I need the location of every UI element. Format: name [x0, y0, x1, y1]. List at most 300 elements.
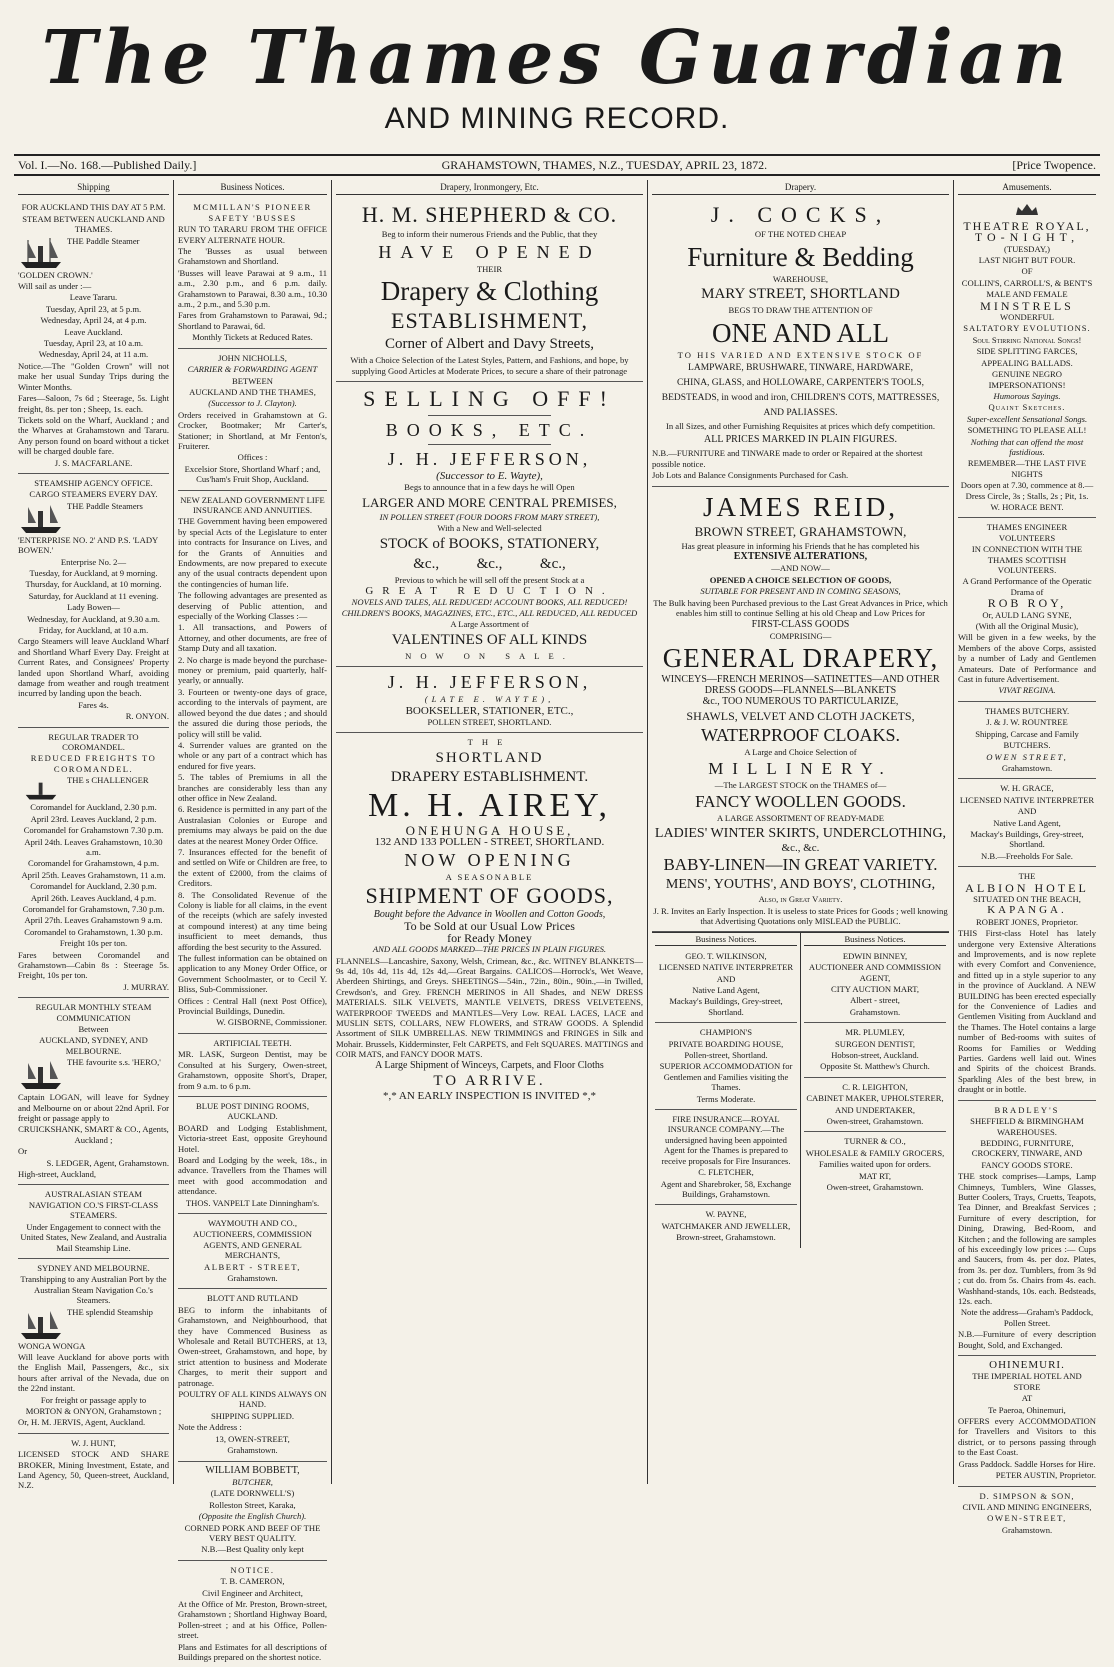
ad-line: THE IMPERIAL HOTEL AND STORE	[972, 1371, 1082, 1392]
ad-shepherd	[336, 198, 643, 382]
ad-line: Doors open at 7.30, commence at 8.—Dress Circle, 3s ; Stalls, 2s ; Pit, 1s.	[960, 480, 1094, 501]
ad-line: AND ALL GOODS MARKED—THE PRICES IN PLAIN FIGURES.	[372, 944, 607, 955]
ad-heading: J. H. JEFFERSON,	[387, 449, 592, 470]
ad-wilkinson	[655, 947, 797, 1023]
ad-heading: THEATRE ROYAL,	[963, 218, 1091, 233]
ad-line: Tuesday, April 23, at 5 p.m.	[45, 303, 142, 314]
ad-heading: REGULAR TRADER TO COROMANDEL.	[48, 731, 139, 753]
ad-heading: J. & J. W. ROUNTREE	[986, 717, 1068, 728]
ad-line: WAREHOUSE,	[772, 273, 829, 284]
ad-line: In all Sizes, and other Furnishing Requisites at prices which defy competition.	[666, 421, 935, 432]
ad-line: A SEASONABLE	[445, 871, 534, 882]
steamship-icon	[18, 1057, 64, 1091]
ad-line: Grass Paddock. Saddle Horses for Hire.	[958, 1458, 1096, 1469]
ad-line: Or, AULD LANG SYNE,	[982, 609, 1072, 620]
ad-steamship-agency	[18, 474, 169, 728]
business-notices-left	[652, 933, 801, 1247]
ad-line: IN POLLEN STREET (FOUR DOORS FROM MARY STREET),	[379, 511, 600, 522]
ad-heading: for Ready Money	[447, 930, 532, 945]
ad-heading: MILLINERY.	[708, 758, 893, 778]
masthead	[14, 8, 1100, 148]
ad-heading: WILLIAM BOBBETT,	[205, 1464, 300, 1476]
ad-ohinemuri	[958, 1356, 1096, 1486]
ad-line: Or, H. M. JERVIS, Agent, Auckland.	[18, 1417, 146, 1428]
ad-heading: THAMES ENGINEER VOLUNTEERS	[986, 522, 1068, 543]
ad-line: Grahamstown.	[227, 1445, 278, 1456]
column-heading: Business Notices.	[655, 934, 797, 945]
ad-heading: ONEHUNGA HOUSE,	[405, 822, 574, 838]
issue-date: GRAHAMSTOWN, THAMES, N.Z., TUESDAY, APRIL 23, 1872.	[441, 157, 768, 172]
ad-body: BEG to inform the inhabitants of Grahamstown, and Neighbourhood, that they have Commenced Business as Wholesale and Retail BUTCHERS, at 13, Owen-street, Grahamstown, and hope, by strict attention to business and Moderate Charges, to merit their support and patronage.	[178, 1304, 327, 1388]
ad-line: Enterprise No. 2—	[60, 556, 127, 567]
ad-line: Super-excellent Sensational Songs.	[966, 413, 1088, 424]
ad-line: CABINET MAKER, UPHOLSTERER,	[806, 1093, 944, 1104]
ad-line: A Large Shipment of Winceys, Carpets, and Floor Cloths	[375, 1059, 604, 1071]
ad-heading: ROB ROY,	[987, 596, 1067, 611]
business-notices-right	[801, 933, 949, 1247]
ad-golden-crown	[18, 198, 169, 474]
ad-line: LAST NIGHT BUT FOUR.	[978, 255, 1076, 266]
ad-heading: BROWN STREET, GRAHAMSTOWN,	[694, 523, 907, 539]
ad-engineer-volunteers	[958, 518, 1096, 702]
ad-line: COMPRISING—	[769, 630, 832, 641]
ad-line: MR. PLUMLEY,	[845, 1027, 905, 1038]
ad-heading: KAPANGA.	[987, 904, 1067, 917]
ad-heading: OHINEMURI.	[989, 1359, 1065, 1372]
ad-line: Quaint Sketches.	[988, 402, 1066, 413]
ad-line: Or	[18, 1146, 28, 1157]
ad-heading: STEAMSHIP AGENCY OFFICE.	[34, 477, 153, 488]
ad-line: Coromandel for Auckland, 2.30 p.m.	[30, 881, 157, 892]
ad-line: ROBERT JONES, Proprietor.	[976, 916, 1078, 927]
ad-line: NOW ON SALE.	[405, 650, 574, 661]
ad-line: (LATE DORNWELL'S)	[210, 1488, 295, 1499]
ad-body: NOVELS AND TALES, ALL REDUCED! ACCOUNT BOOKS, ALL REDUCED! CHILDREN'S BOOKS, MAGAZINES, ETC., ETC., ALL REDUCED, ALL REDUCED	[341, 597, 638, 618]
ad-line: RUN TO TARARU FROM THE OFFICE EVERY ALTERNATE HOUR.	[178, 224, 327, 245]
ad-line: MAT RT,	[858, 1170, 892, 1181]
ad-heading: J. H. JEFFERSON,	[387, 672, 592, 693]
ad-line: 4. Surrender values are granted on the whole or any part of a contract which has endured for five years.	[178, 739, 327, 771]
ad-body: MR. LASK, Surgeon Dentist, may be Consulted at his Surgery, Owen-street, Grahamstown, opposite Short's, Draper, from 9 a.m. to 6 p.m.	[178, 1049, 327, 1091]
ad-cameron	[178, 1561, 327, 1667]
ad-albion-hotel	[958, 867, 1096, 1101]
ad-heading: VALENTINES OF ALL KINDS	[391, 631, 588, 648]
ad-heading: ALL PRICES MARKED IN PLAIN FIGURES.	[704, 434, 897, 446]
ad-body: THE stock comprises—Lamps, Lamp Chimneys, Tumblers, Wine Glasses, Butter Coolers, Trays, Cruetts, Teapots, Tea Dinner, and Breakfast Services ; Furniture of every description, for Dining, Drawing, Bed-Room, and Kitchen ; and the following are samples of his exceedingly low prices :— Cups and Saucers, from 4s. per doz. Plates, from 3s. per doz. Tumblers, from 3s 9d ; cut do. from 5s. Chairs from 4s. each. Washhand-stands, 10s. each. Bedsteads, 12s. each.	[958, 1171, 1096, 1306]
ad-heading: ARTIFICIAL TEETH.	[213, 1037, 292, 1048]
ad-line: REMEMBER—THE LAST FIVE NIGHTS	[967, 458, 1087, 479]
ad-line: Also, in Great Variety.	[758, 894, 843, 905]
ad-heading: NEW ZEALAND GOVERNMENT LIFE INSURANCE AND ANNUITIES.	[180, 494, 325, 515]
ad-heading: W. J. HUNT,	[71, 1437, 116, 1448]
ad-line: April 24th. Leaves Grahamstown, 10.30 a.m.	[24, 836, 163, 857]
ad-line: Fares 4s.	[78, 699, 109, 710]
ship-name: THE Paddle Steamer 'GOLDEN CROWN.'	[18, 235, 140, 280]
ad-heading: OPENED A CHOICE SELECTION OF GOODS,	[709, 574, 892, 585]
ad-line: &c., TOO NUMEROUS TO PARTICULARIZE,	[702, 696, 899, 708]
ad-heading: THAMES BUTCHERY.	[984, 705, 1070, 716]
ad-body: OFFERS every ACCOMMODATION for Travellers and Visitors to this district, or to persons passing through to the East Coast.	[958, 1416, 1096, 1458]
ad-line: CORNED PORK AND BEEF OF THE VERY BEST QUALITY.	[184, 1522, 321, 1543]
ad-line: Grahamstown.	[227, 1273, 278, 1283]
ad-heading: MARY STREET, SHORTLAND	[701, 286, 900, 303]
ad-heading: STOCK of BOOKS, STATIONERY,	[379, 535, 600, 552]
ad-heading: CARGO STEAMERS EVERY DAY.	[29, 489, 158, 500]
ad-line: Fares from Grahamstown to Parawai, 9d.; Shortland to Parawai, 6d.	[178, 310, 327, 331]
ad-mcmillan	[178, 198, 327, 348]
ad-signature: J. S. MACFARLANE.	[54, 457, 133, 468]
column-heading: Drapery.	[652, 180, 949, 195]
ad-line: A Large and Choice Selection of	[744, 746, 857, 757]
ad-thames-butchery	[958, 702, 1096, 779]
ad-line: Note the Address :	[178, 1422, 242, 1433]
ad-line: Owen-street, Grahamstown.	[826, 1116, 924, 1127]
ad-line: Native Land Agent,	[692, 985, 760, 995]
ad-line: Coromandel to Grahamstown, 1.30 p.m.	[24, 926, 163, 937]
ad-heading: BABY-LINEN—IN GREAT VARIETY.	[663, 855, 938, 875]
ad-line: A Grand Performance of the Operatic Drama of	[962, 576, 1092, 597]
divider	[428, 415, 551, 416]
ad-line: Beg to inform their numerous Friends and the Public, that they	[381, 229, 598, 240]
ad-line: S. LEDGER, Agent, Grahamstown.	[46, 1157, 169, 1168]
ad-heading: DRAPERY ESTABLISHMENT.	[390, 768, 589, 785]
ad-line: SURGEON DENTIST,	[834, 1038, 916, 1049]
ad-line: April 25th. Leaves Grahamstown, 11 a.m.	[21, 869, 166, 880]
ad-line: Monthly Tickets at Reduced Rates.	[192, 332, 313, 343]
ad-line: CRUICKSHANK, SMART & CO., Agents, Auckland ;	[18, 1124, 169, 1145]
ad-heading: AUCTIONEERS, COMMISSION AGENTS, AND GENERAL MERCHANTS,	[193, 1229, 312, 1261]
ad-line: Wednesday, for Auckland, at 9.30 a.m.	[27, 613, 160, 624]
ad-heading: THE	[1018, 871, 1036, 882]
ad-line: Bought before the Advance in Woollen and Cotton Goods,	[373, 908, 606, 920]
ad-line: Coromandel for Grahamstown, 7.30 p.m.	[22, 903, 165, 914]
ship-name: THE s CHALLENGER	[67, 775, 149, 786]
ad-heading: To be Sold at our Usual Low Prices	[404, 919, 575, 934]
ad-line: Albert - street,	[850, 995, 900, 1006]
ad-line: N.B.—Furniture of every description Bought, Sold, and Exchanged.	[958, 1329, 1096, 1350]
ad-heading: CARRIER & FORWARDING AGENT	[187, 364, 318, 375]
ad-line: A LARGE ASSORTMENT OF READY-MADE	[717, 813, 884, 824]
ad-body: The following advantages are presented as deserving of Public attention, and especially of the Working Classes :—	[178, 590, 327, 622]
ad-heading: JAMES REID,	[702, 491, 898, 522]
ad-heading: TO ARRIVE.	[433, 1073, 546, 1090]
business-notices-grid	[652, 932, 949, 1247]
ad-body: Plans and Estimates for all descriptions of Buildings prepared on the shortest notice.	[178, 1641, 327, 1662]
ad-line: SHEFFIELD & BIRMINGHAM WAREHOUSES.	[970, 1116, 1084, 1137]
ad-signature: R. ONYON.	[125, 711, 169, 722]
ad-line: VIVAT REGINA.	[998, 685, 1056, 696]
steamship-icon	[18, 501, 64, 535]
price: [Price Twopence.	[1012, 157, 1096, 172]
ad-jefferson-selling-off	[336, 382, 643, 667]
ad-body: Board and Lodging by the week, 18s., in advance. Travellers from the Thames will meet with good accommodation and attendance.	[178, 1154, 327, 1197]
ad-heading: BLUE POST DINING ROOMS, AUCKLAND.	[195, 1100, 309, 1122]
ad-heading: &c., &c., &c.,	[413, 555, 566, 572]
ad-line: AUCTIONEER AND COMMISSION AGENT,	[808, 962, 942, 983]
ad-line: —The LARGEST STOCK on the THAMES of—	[714, 779, 887, 790]
ad-line: The 'Busses as usual between Grahamstown and Shortland.	[178, 246, 327, 267]
ad-line: Wednesday, April 24, at 4 p.m.	[40, 315, 147, 326]
ad-turner	[804, 1132, 946, 1197]
ad-line: AT	[1021, 1393, 1033, 1404]
ad-line: Notice.—The "Golden Crown" will not make her usual Sunday Trips during the Winter Months.	[18, 360, 169, 392]
ad-line: Soul Stirring National Songs!	[972, 334, 1082, 345]
ad-line: Grahamstown.	[1001, 762, 1053, 773]
ad-line: Tuesday, April 23, at 10 a.m.	[43, 338, 144, 349]
dateline	[14, 154, 1100, 176]
ad-line: Lady Bowen—	[67, 602, 120, 613]
ad-body: The Bulk having been Purchased previous to the Last Great Advances in Price, which enables him still to continue Selling at his old Cheap and Low Prices for	[653, 597, 948, 619]
ad-line: LICENSED NATIVE INTERPRETER	[658, 962, 794, 973]
ad-line: 3. Fourteen or twenty-one days of grace, according to the intervals of payment, are allowed beyond the due dates ; and should the assured die during those periods, the policy will still be valid.	[178, 686, 327, 739]
divider	[428, 444, 551, 445]
ad-heading: GENERAL DRAPERY,	[662, 643, 939, 674]
ad-heading: STEAM BETWEEN AUCKLAND AND THAMES.	[22, 213, 165, 235]
ad-heading: WATERPROOF CLOAKS.	[700, 724, 901, 745]
ad-line: Grahamstown.	[849, 1006, 901, 1017]
ad-line: (Successor to E. Wayte),	[436, 470, 543, 483]
ad-line: (LATE E. WAYTE),	[424, 694, 555, 705]
ad-heading: SHORTLAND	[435, 749, 544, 766]
ad-line: Leave Auckland.	[64, 326, 123, 337]
ad-body: At the Office of Mr. Preston, Brown-street, Grahamstown ; Shortland Highway Board, Pollen-street ; and at his Office, Pollen-street.	[178, 1598, 327, 1641]
column-heading: Shipping	[18, 180, 169, 195]
ad-line: AND	[716, 973, 736, 984]
ad-heading: MENS', YOUTHS', AND BOYS', CLOTHING,	[665, 877, 936, 893]
ad-body: Will be given in a few weeks, by the Members of the above Corps, assisted by a number of Lady and Gentlemen Amateurs. Date of Performance and Cast in future Advertisement.	[958, 632, 1096, 685]
ad-line: Tuesday, for Auckland, at 9 morning.	[29, 567, 158, 578]
ad-theatre-royal	[958, 198, 1096, 518]
ad-heading: LARGER AND MORE CENTRAL PREMISES,	[362, 494, 617, 510]
ad-heading: AUSTRALASIAN STEAM NAVIGATION CO.'S FIRST-CLASS STEAMERS.	[28, 1189, 159, 1221]
ad-wonga-wonga	[18, 1259, 169, 1434]
ad-line: For freight or passage apply to	[40, 1394, 147, 1405]
newspaper-page	[14, 8, 1100, 1662]
ad-line: Has great pleasure in informing his Friends that he has completed his	[681, 540, 920, 551]
ad-line: 132 AND 133 POLLEN - STREET, SHORTLAND.	[374, 836, 605, 849]
ad-line: &c., &c.	[781, 841, 820, 854]
newspaper-subtitle: AND MINING RECORD.	[384, 102, 730, 135]
ad-body: Captain LOGAN, will leave for Sydney and Melbourne on or about 22nd April. For freight or passage apply to	[18, 1092, 169, 1124]
ad-waymouth	[178, 1214, 327, 1289]
ad-body: FLANNELS—Lancashire, Saxony, Welsh, Crimean, &c., &c. WITNEY BLANKETS—9s 4d, 10s 4d, 11s 4d, 12s 4d,—Great Bargains. CALICOS—Horrock's, Wet Weave, Aberdeen Shirtings, and Greys. SHEETINGS—54in., 72in., 80in., 90in.,—in Twilled, Crewdson's, and Grey. FRENCH MERINOS in All Shades, and NEW DRESS MATERIALS. SILK VELVETS, MANTLE VELVETS, DRESS VELVETEENS, WATERPROOF TWEEDS and MANTLES—Very Low. REAL LACES, LACE and MUSLIN SETS, COLLARS, NEW FLOWERS, and STRAW GOODS. A Splendid Assortment of SILK UMBRELLAS. NEW TRIMMINGS and FRINGES in Silk and Mohair. Brussels, Kidderminster, Felt CARPETS, and Felt SQUARES. MATTINGS and COIR MATS, and FANCY DOOR MATS.	[336, 955, 643, 1060]
ad-fire-insurance	[655, 1110, 797, 1205]
ad-line: LICENSED NATIVE INTERPRETER	[959, 794, 1095, 805]
steamship-icon	[18, 775, 64, 801]
ad-simpson	[958, 1487, 1096, 1541]
ad-blue-post	[178, 1097, 327, 1214]
newspaper-title: The Thames Guardian	[41, 15, 1073, 101]
ad-line: WONDERFUL	[1000, 312, 1054, 323]
ad-line: BETWEEN	[231, 375, 274, 386]
ad-heading: Drapery & Clothing	[380, 276, 599, 307]
column-heading: Drapery, Ironmongery, Etc.	[336, 180, 643, 195]
ad-hero	[18, 998, 169, 1185]
ad-line: *,* AN EARLY INSPECTION IS INVITED *,*	[383, 1090, 596, 1103]
ad-line: Terms Moderate.	[696, 1093, 756, 1104]
column-business-notices	[174, 180, 332, 1662]
ad-line: High-street, Auckland,	[18, 1169, 97, 1180]
royal-crest-icon	[1014, 201, 1040, 217]
ad-line: Opposite St. Matthew's Church.	[820, 1061, 930, 1072]
ad-heading: THE	[467, 737, 512, 748]
ad-line: TURNER & CO.,	[844, 1136, 906, 1147]
ad-heading: BLOTT AND RUTLAND	[206, 1293, 299, 1304]
ad-heading: BOOKSELLER, STATIONER, ETC.,	[405, 704, 574, 717]
ad-heading: FOR AUCKLAND THIS DAY AT 5 P.M.	[21, 202, 166, 213]
ad-line: —AND NOW—	[771, 563, 830, 574]
ad-line: Native Land Agent,	[993, 817, 1061, 828]
ad-line: GEO. T. WILKINSON,	[685, 950, 767, 961]
ad-line: Owen-street, Grahamstown.	[826, 1182, 924, 1193]
ad-heading: GREAT REDUCTION.	[365, 585, 614, 598]
ad-line: AUCKLAND AND THE THAMES,	[189, 386, 316, 397]
ad-line: Leave Tararu.	[69, 292, 118, 303]
ad-heading: SELLING OFF!	[363, 386, 616, 412]
ad-line: IN CONNECTION WITH THE THAMES SCOTTISH VOLUNTEERS.	[971, 544, 1083, 575]
ad-line: 6. Residence is permitted in any part of the Australasian Colonies or Europe and premiums may always be paid on the due dates at the nearest Money Order Office.	[178, 804, 327, 846]
ad-body: Orders received in Grahamstown at G. Crocker, Bootmaker; Mr Carter's, Stationer; in Shortland, at Mr Fenton's, Fruiterer.	[178, 409, 327, 451]
ad-line: MORTON & ONYON, Grahamstown ;	[25, 1405, 162, 1416]
ad-line: Offices : Central Hall (next Post Office), Provincial Buildings, Dunedin.	[178, 995, 327, 1017]
ad-line: OF	[1021, 266, 1033, 277]
column-drapery-ironmongery	[332, 180, 648, 1484]
ad-line: C. R. LEIGHTON,	[842, 1081, 908, 1092]
ad-line: Te Paeroa, Ohinemuri,	[988, 1404, 1066, 1415]
ad-line: PRIVATE BOARDING HOUSE,	[668, 1038, 784, 1049]
ad-asn	[18, 1185, 169, 1258]
ad-heading: ESTABLISHMENT,	[391, 308, 588, 334]
ad-line: MALE AND FEMALE	[986, 289, 1068, 300]
ad-champion	[655, 1023, 797, 1110]
ad-nicholls	[178, 349, 327, 491]
ad-line: WHOLESALE & FAMILY GROCERS,	[805, 1147, 945, 1158]
ad-coromandel	[18, 728, 169, 999]
ad-jefferson-bookseller	[336, 667, 643, 733]
ad-body: The fullest information can be obtained on application to any Money Order Office, or Government Schoolmaster, or to Cecil Y. Bliss, Sub-Commissioner.	[178, 953, 327, 995]
ad-line: W. PAYNE,	[705, 1209, 747, 1220]
ad-line: Thursday, for Auckland, at 10 morning.	[25, 579, 162, 590]
ad-line: 5. The tables of Premiums in all the branches are considerably less than any other office in New Zealand.	[178, 772, 327, 803]
ad-heading: NOW OPENING	[404, 849, 575, 870]
ad-body: Will leave Auckland for above ports with the English Mail, Passengers, &c., six hours after arrival of the Nevada, due on the 22nd instant.	[18, 1351, 169, 1394]
ad-body: BOARD and Lodging Establishment, Victoria-street East, opposite Greyhound Hotel.	[178, 1122, 327, 1154]
ad-line: N.B.—Freeholds For Sale.	[981, 850, 1073, 861]
ad-line: Coromandel for Grahamstown, 4 p.m.	[27, 858, 160, 869]
ad-line: POULTRY OF ALL KINDS ALWAYS ON HAND.	[178, 1389, 327, 1410]
ad-heading: FANCY WOOLLEN GOODS.	[695, 792, 906, 812]
ad-line: Fares—Saloon, 7s 6d ; Steerage, 5s. Light freight, 8s. per ton ; Sheep, 1s. each.	[18, 393, 169, 414]
ad-line: COLLIN'S, CARROLL'S, & BENT'S	[961, 277, 1093, 288]
volume-number: Vol. I.—No. 168.—Published Daily.]	[18, 157, 197, 172]
ad-bobbett	[178, 1462, 327, 1561]
timetable	[18, 802, 169, 937]
ad-line: CHINA, GLASS, and HOLLOWARE, CARPENTER'S TOOLS,	[676, 378, 925, 389]
ad-line: Previous to which he will sell off the present Stock at a	[394, 574, 585, 585]
ad-line: 7. Insurances effected for the benefit of and settled on Wife or Children are free, to the extent of £2000, from the claims of Creditors.	[178, 846, 327, 889]
ad-line: Offices :	[237, 452, 268, 463]
column-amusements	[954, 180, 1100, 1535]
steamship-icon	[18, 1307, 64, 1341]
ad-line: CIVIL AND MINING ENGINEERS,	[962, 1501, 1092, 1512]
ad-line: N.B.—FURNITURE and TINWARE made to order or Repaired at the shortest possible notice.	[652, 448, 923, 469]
ad-line: A Large Assortment of	[450, 619, 529, 630]
ad-heading: BRADLEY'S	[994, 1104, 1060, 1115]
columns	[14, 180, 1100, 1662]
ad-line: Wednesday, April 24, at 11 a.m.	[38, 349, 149, 360]
ad-line: EDWIN BINNEY,	[842, 950, 908, 961]
ad-heading: EXTENSIVE ALTERATIONS,	[733, 551, 868, 563]
ad-line: Freight 10s per ton.	[59, 938, 128, 949]
ship-name: THE favourite s.s. 'HERO,'	[67, 1057, 161, 1068]
ad-heading: FANCY GOODS STORE.	[981, 1159, 1073, 1170]
ad-line: POLLEN STREET, SHORTLAND.	[427, 716, 552, 727]
ad-heading: MINSTRELS	[980, 298, 1074, 313]
ad-line: Note the address—Graham's Paddock, Pollen Street.	[960, 1307, 1094, 1328]
ad-signature: THOS. VANPELT Late Dinningham's.	[185, 1197, 320, 1208]
ad-government-insurance	[178, 491, 327, 1034]
ad-heading: ALBION HOTEL	[965, 880, 1089, 895]
ad-line: Saturday, for Auckland at 11 evening.	[28, 590, 159, 601]
ad-line: SHIPPING SUPPLIED.	[210, 1410, 295, 1421]
ad-airey	[336, 733, 643, 1106]
ad-line: April 23rd. Leaves Auckland, 2 p.m.	[30, 813, 157, 824]
ad-line: Grahamstown.	[1001, 1524, 1053, 1535]
ad-line: Rolleston Street, Karaka,	[209, 1499, 296, 1510]
ad-line: Coromandel for Grahamstown 7.30 p.m.	[23, 825, 164, 836]
ad-line: Civil Engineer and Architect,	[202, 1587, 303, 1598]
ad-heading: Between	[78, 1024, 109, 1034]
ad-heading: M. H. AIREY,	[368, 786, 611, 824]
ad-line: Coromandel for Auckland, 2.30 p.m.	[30, 802, 157, 813]
ad-line: BUTCHERS.	[1003, 740, 1051, 751]
ad-line: Hobson-street, Auckland.	[831, 1050, 919, 1061]
ad-line: SUPERIOR ACCOMMODATION for Gentlemen and Families visiting the Thames.	[659, 1061, 793, 1093]
ad-heading: REGULAR MONTHLY STEAM COMMUNICATION	[35, 1002, 152, 1023]
ad-heading: SYDNEY AND MELBOURNE.	[37, 1262, 150, 1273]
ad-line: Mackay's Buildings, Grey-street, Shortland.	[970, 828, 1084, 850]
ad-line: Excelsior Store, Shortland Wharf ; and, Cus'ham's Fruit Shop, Auckland.	[184, 463, 321, 485]
ad-heading: ONE AND ALL	[712, 317, 889, 348]
ad-cocks	[652, 198, 949, 486]
column-shipping	[14, 180, 174, 1491]
ad-line: Families waited upon for orders.	[819, 1159, 931, 1170]
ad-signature: W. HORACE BENT.	[990, 501, 1064, 512]
ad-line: SOMETHING TO PLEASE ALL!	[967, 425, 1087, 436]
ad-line: (TUESDAY,)	[1003, 243, 1051, 254]
ad-line: APPEALING BALLADS.	[981, 357, 1073, 368]
ad-heading: H. M. SHEPHERD & CO.	[361, 202, 618, 228]
column-heading: Business Notices.	[178, 180, 327, 195]
ad-line: CITY AUCTION MART,	[830, 984, 920, 994]
ad-heading: SHAWLS, VELVET AND CLOTH JACKETS,	[686, 708, 915, 723]
ad-line: Tickets sold on the Wharf, Auckland ; and the Wharves at Grahamstown and Tararu. Any person found on board without a ticket will be charged double fare.	[18, 414, 169, 457]
ad-line: Agent and Sharebroker, 58, Exchange Buildings, Grahamstown.	[660, 1178, 792, 1199]
ad-line: Mackay's Buildings, Grey-street, Shortland.	[669, 996, 783, 1017]
ad-plumley	[804, 1023, 946, 1078]
ad-line: AND UNDERTAKER,	[835, 1104, 915, 1115]
ad-heading: Furniture & Bedding	[687, 241, 914, 272]
ad-line: Shipping, Carcase and Family	[975, 728, 1079, 739]
ad-heading: BUTCHER,	[232, 1476, 273, 1487]
ad-line: BEGS TO DRAW THE ATTENTION OF	[728, 305, 873, 316]
ship-name: THE splendid Steamship WONGA WONGA	[18, 1306, 153, 1351]
ad-line: Humorous Sayings.	[993, 390, 1061, 401]
ad-line: N.B.—Best Quality only kept	[201, 1544, 304, 1555]
ad-heading: TO-NIGHT,	[974, 230, 1080, 245]
ad-grace	[958, 779, 1096, 867]
ad-heading: HAVE OPENED	[378, 241, 601, 262]
